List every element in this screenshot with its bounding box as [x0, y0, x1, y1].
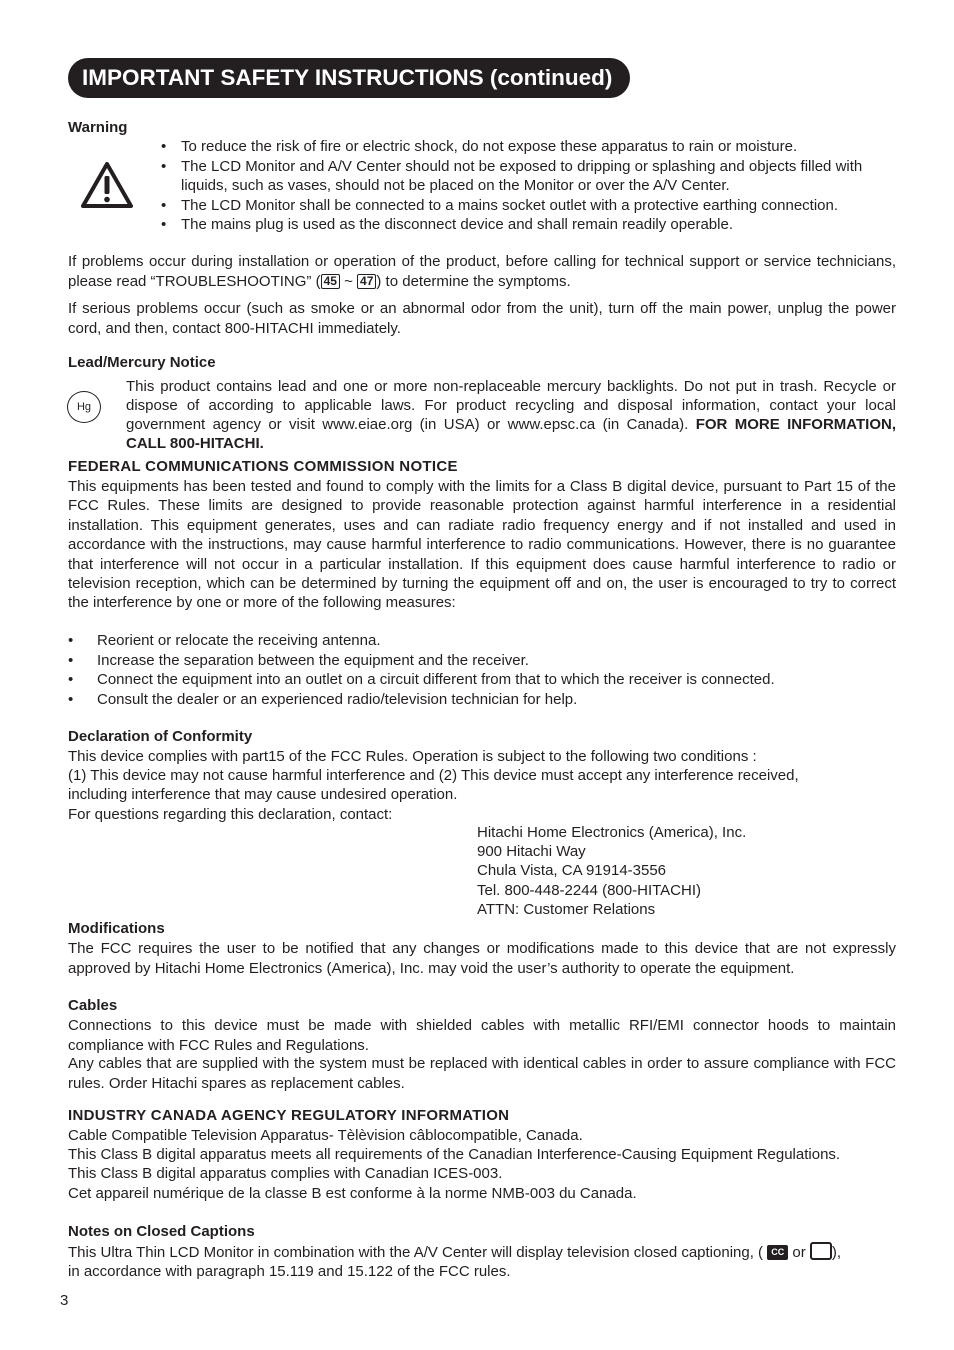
- industry-canada-text: Cable Compatible Television Apparatus- Tèlèvision câblocompatible, Canada. This Class B digital apparatus meets all requirements of the Canadian Interference-Causing Equipment Regulations. This Class B digital apparatus complies with Canadian ICES-003. Cet appareil numérique de la classe B est conforme à la norme NMB-003 du Canada.: [68, 1127, 841, 1202]
- warning-triangle-icon: [80, 160, 134, 210]
- modifications-text: The FCC requires the user to be notified that any changes or modifications made to this device that are not expressly approved by Hitachi Home Electronics (America), Inc. may void the user’s authority to operate the equipment.: [68, 940, 896, 977]
- page-ref-45: 45: [321, 274, 340, 289]
- cc-icon: CC: [767, 1245, 788, 1260]
- closed-captions-text: This Ultra Thin LCD Monitor in combination with the A/V Center will display television closed captioning, ( CC or ), in accordance with paragraph 15.119 and 15.122 of the FCC rules.: [68, 1244, 842, 1281]
- declaration-heading: Declaration of Conformity: [68, 728, 253, 745]
- closed-captions-heading: Notes on Closed Captions: [68, 1223, 255, 1240]
- list-item: • The LCD Monitor shall be connected to a mains socket outlet with a protective earthing connection.: [161, 196, 899, 216]
- cables-text-1: Connections to this device must be made with shielded cables with metallic RFI/EMI connector hoods to maintain compliance with FCC Rules and Regulations.: [68, 1017, 896, 1054]
- troubleshooting-paragraph: If problems occur during installation or operation of the product, before calling for technical support or service technicians, please read “TROUBLESHOOTING” ( 45 ~ 47 ) to determine the symptoms.: [68, 253, 896, 290]
- page-number: 3: [60, 1292, 69, 1309]
- list-item: • The mains plug is used as the disconnect device and shall remain readily operable.: [161, 215, 899, 235]
- list-item: • To reduce the risk of fire or electric shock, do not expose these apparatus to rain or moisture.: [161, 137, 899, 157]
- warning-heading: Warning: [68, 119, 128, 136]
- page-ref-47: 47: [357, 274, 376, 289]
- list-item: • The LCD Monitor and A/V Center should not be exposed to dripping or splashing and objects filled with liquids, such as vases, should not be placed on the Monitor or over the A/V Center.: [161, 157, 899, 196]
- fcc-heading: FEDERAL COMMUNICATIONS COMMISSION NOTICE: [68, 458, 458, 475]
- caption-bubble-icon: [810, 1242, 832, 1260]
- warning-list: [161, 137, 899, 235]
- lead-mercury-text: This product contains lead and one or more non-replaceable mercury backlights. Do not put in trash. Recycle or dispose of according to applicable laws. For product recycling and disposal information, contact your local government agency or visit www.eiae.org (in USA) or www.epsc.ca (in Canada). FOR MORE INFORMATION, CALL 800-HITACHI.: [126, 378, 897, 452]
- page-title: IMPORTANT SAFETY INSTRUCTIONS (continued): [68, 58, 630, 98]
- hg-icon: Hg: [67, 391, 101, 423]
- serious-problems-paragraph: If serious problems occur (such as smoke or an abnormal odor from the unit), turn off the main power, unplug the power cord, and then, contact 800-HITACHI immediately.: [68, 300, 896, 337]
- cables-heading: Cables: [68, 997, 118, 1014]
- contact-address: Hitachi Home Electronics (America), Inc. 900 Hitachi Way Chula Vista, CA 91914-3556 Tel. 800-448-2244 (800-HITACHI) ATTN: Customer Relations: [477, 824, 747, 918]
- fcc-paragraph: This equipments has been tested and found to comply with the limits for a Class B digital device, pursuant to Part 15 of the FCC Rules. These limits are designed to provide reasonable protection against harmful interference in a residential installation. This equipment generates, uses and can radiate radio frequency energy and if not installed and used in accordance with the instructions, may cause harmful interference to radio communications. However, there is no guarantee that interference will not occur in a particular installation. If this equipment does cause harmful interference to radio or television reception, which can be determined by turning the equipment off and on, the user is encouraged to try to correct the interference by one or more of the following measures:: [68, 478, 896, 612]
- industry-canada-heading: INDUSTRY CANADA AGENCY REGULATORY INFORMATION: [68, 1107, 510, 1124]
- modifications-heading: Modifications: [68, 920, 165, 937]
- list-item: • Consult the dealer or an experienced radio/television technician for help.: [68, 690, 896, 710]
- cables-text-2: Any cables that are supplied with the system must be replaced with identical cables in order to assure compliance with FCC rules. Order Hitachi spares as replacement cables.: [68, 1055, 896, 1092]
- declaration-text: This device complies with part15 of the FCC Rules. Operation is subject to the following two conditions : (1) This device may not cause harmful interference and (2) This device must accept any interference received, including interference that may cause undesired operation. For questions regarding this declaration, contact:: [68, 748, 799, 823]
- fcc-measures-list: [68, 631, 896, 709]
- list-item: • Reorient or relocate the receiving antenna.: [68, 631, 896, 651]
- list-item: • Increase the separation between the equipment and the receiver.: [68, 651, 896, 671]
- lead-mercury-heading: Lead/Mercury Notice: [68, 354, 216, 371]
- list-item: • Connect the equipment into an outlet on a circuit different from that to which the receiver is connected.: [68, 670, 896, 690]
